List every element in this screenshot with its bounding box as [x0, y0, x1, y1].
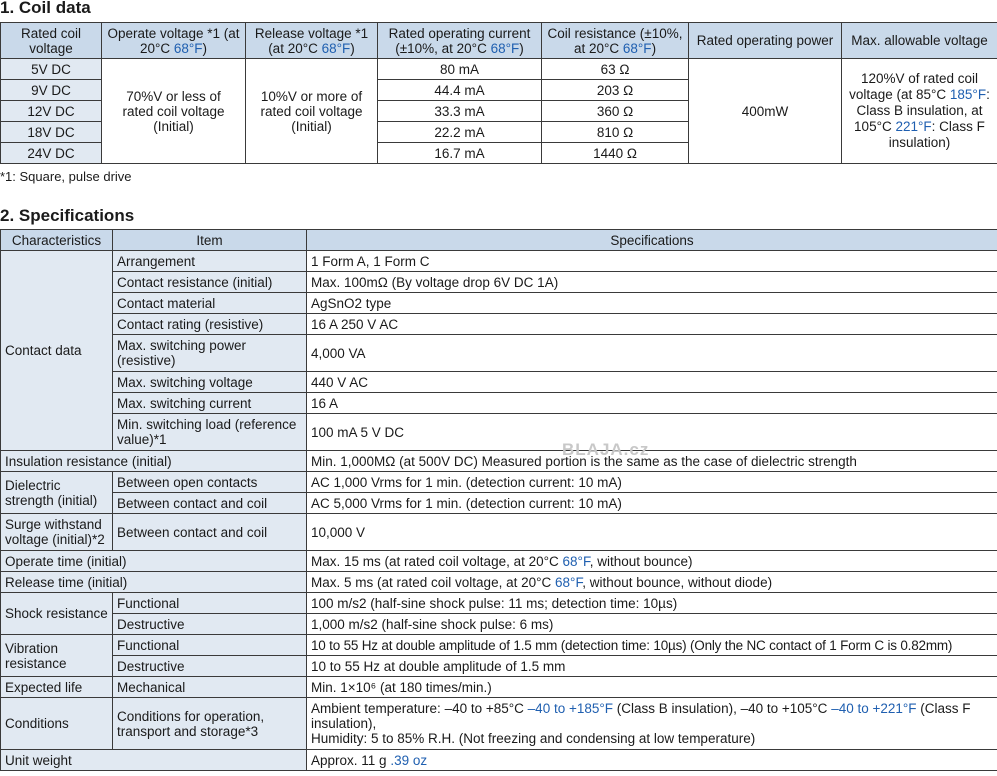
- resistance-cell: 203 Ω: [542, 80, 689, 101]
- item-cell: Contact resistance (initial): [113, 272, 307, 293]
- release-voltage-cell: 10%V or more of rated coil voltage (Initial): [246, 59, 378, 164]
- watermark: BLAJA.cz: [562, 440, 650, 459]
- spec-cell: Approx. 11 g .39 oz: [307, 750, 997, 771]
- coil-voltage-cell: 24V DC: [1, 143, 102, 164]
- release-time-label: Release time (initial): [1, 572, 307, 593]
- coil-voltage-cell: 18V DC: [1, 122, 102, 143]
- spec-cell: 16 A: [307, 393, 997, 414]
- header-max-voltage: Max. allowable voltage: [842, 23, 997, 59]
- header-rated-coil-voltage: Rated coil voltage: [1, 23, 102, 59]
- current-cell: 22.2 mA: [378, 122, 542, 143]
- current-cell: 16.7 mA: [378, 143, 542, 164]
- header-characteristics: Characteristics: [1, 230, 113, 251]
- spec-cell: 100 mA 5 V DC: [307, 414, 997, 451]
- spec-cell: Min. 1,000MΩ (at 500V DC) Measured portion is the same as the case of dielectric strength: [307, 451, 997, 472]
- shock-label: Shock resistance: [1, 593, 113, 635]
- resistance-cell: 63 Ω: [542, 59, 689, 80]
- spec-cell: Max. 100mΩ (By voltage drop 6V DC 1A): [307, 272, 997, 293]
- coil-footnote: *1: Square, pulse drive: [0, 169, 132, 184]
- spec-cell: AC 5,000 Vrms for 1 min. (detection current: 10 mA): [307, 493, 997, 514]
- spec-cell: Ambient temperature: –40 to +85°C –40 to +185°F (Class B insulation), –40 to +105°C –40 to +221°F (Class F insulation), Humidity: 5 to 85% R.H. (Not freezing and condensing at low temperature): [307, 698, 997, 750]
- item-cell: Max. switching voltage: [113, 372, 307, 393]
- insulation-label: Insulation resistance (initial): [1, 451, 307, 472]
- spec-cell: 16 A 250 V AC: [307, 314, 997, 335]
- item-cell: Max. switching power (resistive): [113, 335, 307, 372]
- surge-label: Surge withstand voltage (initial)*2: [1, 514, 113, 551]
- header-rated-power: Rated operating power: [689, 23, 842, 59]
- item-cell: Functional: [113, 593, 307, 614]
- item-cell: Min. switching load (reference value)*1: [113, 414, 307, 451]
- item-cell: Destructive: [113, 614, 307, 635]
- current-cell: 80 mA: [378, 59, 542, 80]
- weight-label: Unit weight: [1, 750, 307, 771]
- spec-cell: 4,000 VA: [307, 335, 997, 372]
- current-cell: 44.4 mA: [378, 80, 542, 101]
- spec-cell: AgSnO2 type: [307, 293, 997, 314]
- header-operate-voltage: Operate voltage *1 (at 20°C 68°F): [102, 23, 246, 59]
- spec-cell: Min. 1×10⁶ (at 180 times/min.): [307, 677, 997, 698]
- spec-cell: 10 to 55 Hz at double amplitude of 1.5 mm (detection time: 10µs) (Only the NC contact of 1 Form C is 0.82mm): [307, 635, 997, 656]
- coil-voltage-cell: 5V DC: [1, 59, 102, 80]
- item-cell: Contact rating (resistive): [113, 314, 307, 335]
- coil-voltage-cell: 9V DC: [1, 80, 102, 101]
- header-rated-current: Rated operating current (±10%, at 20°C 68°F): [378, 23, 542, 59]
- conditions-label: Conditions: [1, 698, 113, 750]
- item-cell: Between open contacts: [113, 472, 307, 493]
- spec-cell: 10 to 55 Hz at double amplitude of 1.5 mm: [307, 656, 997, 677]
- operate-time-label: Operate time (initial): [1, 551, 307, 572]
- coil-data-title: 1. Coil data: [0, 0, 91, 17]
- header-coil-resistance: Coil resistance (±10%, at 20°C 68°F): [542, 23, 689, 59]
- life-label: Expected life: [1, 677, 113, 698]
- resistance-cell: 810 Ω: [542, 122, 689, 143]
- spec-cell: Max. 15 ms (at rated coil voltage, at 20°C 68°F, without bounce): [307, 551, 997, 572]
- contact-data-label: Contact data: [1, 251, 113, 451]
- header-specifications: Specifications: [307, 230, 997, 251]
- item-cell: Conditions for operation, transport and storage*3: [113, 698, 307, 750]
- item-cell: Destructive: [113, 656, 307, 677]
- spec-cell: 100 m/s2 (half-sine shock pulse: 11 ms; detection time: 10µs): [307, 593, 997, 614]
- rated-power-cell: 400mW: [689, 59, 842, 164]
- item-cell: Contact material: [113, 293, 307, 314]
- spec-cell: 1,000 m/s2 (half-sine shock pulse: 6 ms): [307, 614, 997, 635]
- item-cell: Functional: [113, 635, 307, 656]
- header-item: Item: [113, 230, 307, 251]
- spec-cell: 440 V AC: [307, 372, 997, 393]
- spec-cell: AC 1,000 Vrms for 1 min. (detection current: 10 mA): [307, 472, 997, 493]
- specifications-title: 2. Specifications: [0, 206, 135, 225]
- item-cell: Between contact and coil: [113, 514, 307, 551]
- dielectric-label: Dielectric strength (initial): [1, 472, 113, 514]
- spec-cell: 10,000 V: [307, 514, 997, 551]
- current-cell: 33.3 mA: [378, 101, 542, 122]
- vibration-label: Vibration resistance: [1, 635, 113, 677]
- item-cell: Between contact and coil: [113, 493, 307, 514]
- item-cell: Max. switching current: [113, 393, 307, 414]
- item-cell: Mechanical: [113, 677, 307, 698]
- item-cell: Arrangement: [113, 251, 307, 272]
- max-voltage-cell: 120%V of rated coil voltage (at 85°C 185°F: Class B insulation, at 105°C 221°F: Class F insulation): [842, 59, 997, 164]
- spec-cell: Max. 5 ms (at rated coil voltage, at 20°C 68°F, without bounce, without diode): [307, 572, 997, 593]
- spec-cell: 1 Form A, 1 Form C: [307, 251, 997, 272]
- resistance-cell: 1440 Ω: [542, 143, 689, 164]
- operate-voltage-cell: 70%V or less of rated coil voltage (Initial): [102, 59, 246, 164]
- specifications-table: [0, 229, 997, 771]
- resistance-cell: 360 Ω: [542, 101, 689, 122]
- coil-voltage-cell: 12V DC: [1, 101, 102, 122]
- coil-data-table: [0, 22, 997, 164]
- header-release-voltage: Release voltage *1 (at 20°C 68°F): [246, 23, 378, 59]
